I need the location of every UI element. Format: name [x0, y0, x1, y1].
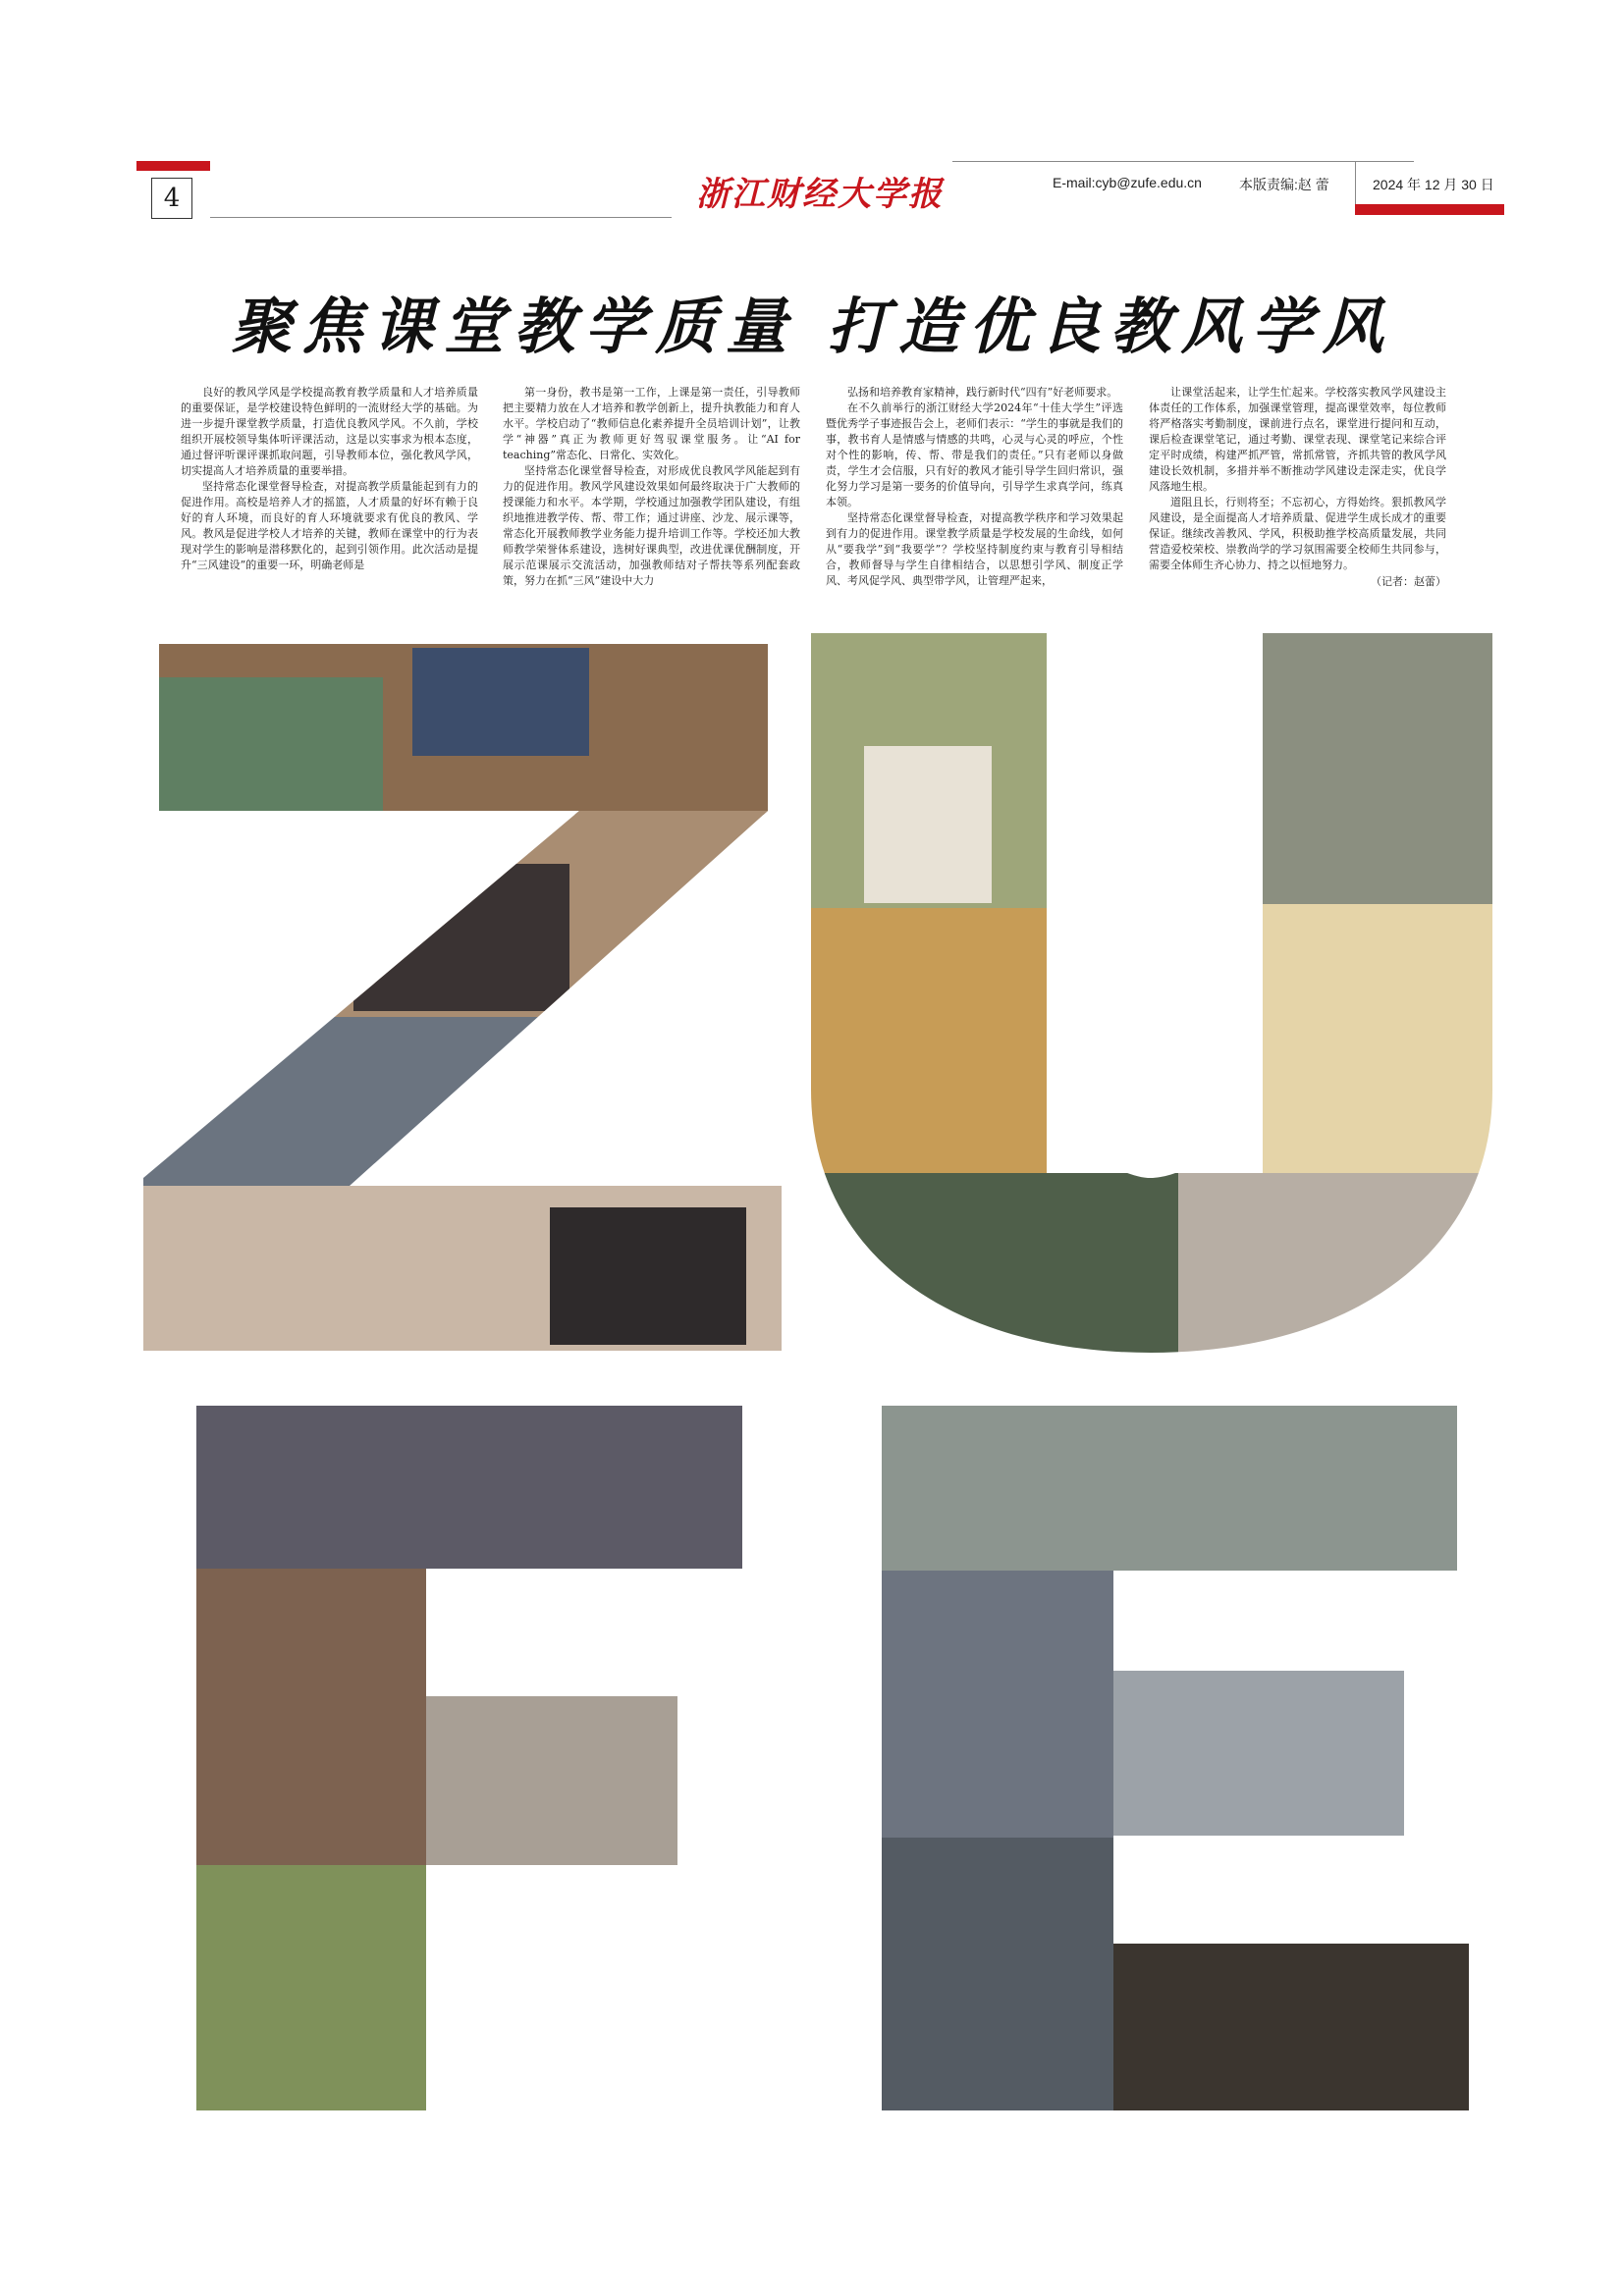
- article-paragraph: 坚持常态化课堂督导检查，对提高教学秩序和学习效果起到有力的促进作用。课堂教学质量是学校发展的生命线，如何从“要我学”到“我要学”？学校坚持制度约束与教育引导相结合，教师督导与学生自律相结合，以思想引学风、制度正学风、考风促学风、典型带学风，让管理严起来，: [826, 511, 1123, 587]
- article-paragraph: 在不久前举行的浙江财经大学2024年“十佳大学生”评选暨优秀学子事迹报告会上，老师们表示：“学生的事就是我们的事，教书育人是情感与情感的共鸣，心灵与心灵的呼应，个性对个性的影响，传、帮、带是我们的责任。”只有老师以身做责，学生才会信服，只有好的教风才能引导学生回归常识，强化努力学习是第一要务的价值导向，引导学生求真学问，练真本领。: [826, 401, 1123, 508]
- letter-z-collage: [137, 638, 785, 1355]
- article-paragraph: 道阻且长，行则将至；不忘初心，方得始终。狠抓教风学风建设，是全面提高人才培养质量、促进学生成长成才的重要保证。继续改善教风、学风，积极助推学校高质量发展，共同营造爱校荣校、崇教尚学的学习氛围需要全校师生共同参与，需要全体师生齐心协力、持之以恒地努力。: [1149, 496, 1446, 571]
- photo-students-in-computer-room: [426, 1696, 677, 1865]
- photo-students-in-library-hall: [882, 1406, 1457, 1571]
- header-editor: 本版责编:赵 蕾: [1239, 177, 1329, 192]
- photo-students-at-library-tables: [196, 1406, 742, 1569]
- photo-student-reading-in-camp-chair: [1263, 904, 1492, 1173]
- article-paragraph: 坚持常态化课堂督导检查，对形成优良教风学风能起到有力的促进作用。教风学风建设效果如何最终取决于广大教师的授课能力和水平。本学期，学校通过加强教学团队建设，有组织地推进教学传、帮、带工作；通过讲座、沙龙、展示课等，常态化开展教师教学业务能力提升培训工作等。学校还加大教师教学荣誉体系建设，选树好课典型，改进优课优酬制度，开展示范课展示交流活动，加强教师结对子帮扶等系列配套政策，努力在抓“三风”建设中大力: [503, 464, 800, 587]
- article-paragraph: 坚持常态化课堂督导检查，对提高教学质量能起到有力的促进作用。高校是培养人才的摇篮，人才质量的好坏有赖于良好的育人环境，而良好的育人环境就要求有优良的教风、学风。教风是促进学校人才培养的关键，教师在课堂中的行为表现对学生的影响是潜移默化的，起到引领作用。此次活动是提升“三风建设”的重要一环，明确老师是: [181, 480, 478, 571]
- photo-student-blue-jacket: [412, 648, 589, 756]
- photo-student-with-laptop-in-library: [882, 1571, 1113, 1838]
- article-headline: 聚焦课堂教学质量 打造优良教风学风: [231, 291, 1393, 362]
- article-paragraph: 第一身份，教书是第一工作，上课是第一责任，引导教师把主要精力放在人才培养和教学创新上，提升执教能力和育人水平。学校启动了“教师信息化素养提升全员培训计划”，让教学“神器”真正为教师更好驾驭课堂服务。让“AI for teaching”常态化、日常化、实效化。: [503, 386, 800, 461]
- photo-student-reading-under-willow-tree: [196, 1865, 426, 2110]
- photo-students-at-laptops-in-lecture-hall: [137, 1017, 776, 1186]
- issue-date: 2024 年 12 月 30 日: [1373, 177, 1494, 192]
- letter-f-collage: [196, 1406, 742, 2110]
- article-paragraph: 让课堂活起来，让学生忙起来。学校落实教风学风建设主体责任的工作体系，加强课堂管理，提高课堂效率，每位教师将严格落实考勤制度，课前进行点名，课堂进行提问和互动，课后检查课堂笔记，通过考勤、课堂表现、课堂笔记来综合评定平时成绩，构建严抓严管，常抓常管，齐抓共管的教风学风建设长效机制，多措并举不断推动学风建设走深走实，优良学风落地生根。: [1149, 386, 1446, 493]
- photo-student-green-jacket: [157, 677, 383, 815]
- photo-student-on-park-bench: [811, 1173, 1178, 1360]
- letter-u-collage: [811, 633, 1492, 1360]
- photo-student-at-computer-desk: [1113, 1671, 1404, 1836]
- photo-student-studying-at-outdoor-cafe-table: [1263, 633, 1492, 904]
- article-paragraph: 弘扬和培养教育家精神，践行新时代“四有”好老师要求。: [847, 386, 1118, 399]
- letter-e-collage: [882, 1406, 1469, 2110]
- photo-student-black-sweater: [550, 1207, 746, 1345]
- newspaper-masthead: 浙江财经大学报: [696, 175, 944, 214]
- photo-student-reading-in-sunlit-room: [811, 908, 1047, 1173]
- photo-student-among-bookshelves: [196, 1569, 426, 1865]
- header-email: E-mail:cyb@zufe.edu.cn: [1053, 175, 1202, 190]
- photo-library-reading-room: [1113, 1944, 1469, 2110]
- photo-student-writing-in-lecture-hall: [1178, 1173, 1492, 1360]
- article-paragraph: 良好的教风学风是学校提高教育教学质量和人才培养质量的重要保证，是学校建设特色鲜明的一流财经大学的基础。为进一步提升课堂教学质量，打造优良教风学风。不久前，学校组织开展校领导集体听评课活动，这是以实事求为根本态度，通过督评听课评课抓取问题，引导教师本位，强化教风学风，切实提高人才培养质量的重要举措。: [181, 386, 478, 477]
- page-number: 4: [151, 178, 192, 219]
- photo-students-studying-at-night: [882, 1838, 1113, 2110]
- photo-student-dark-coat: [353, 864, 569, 1011]
- photo-student-white-coat: [864, 746, 992, 903]
- article-byline: （记者：赵蕾）: [1371, 575, 1446, 588]
